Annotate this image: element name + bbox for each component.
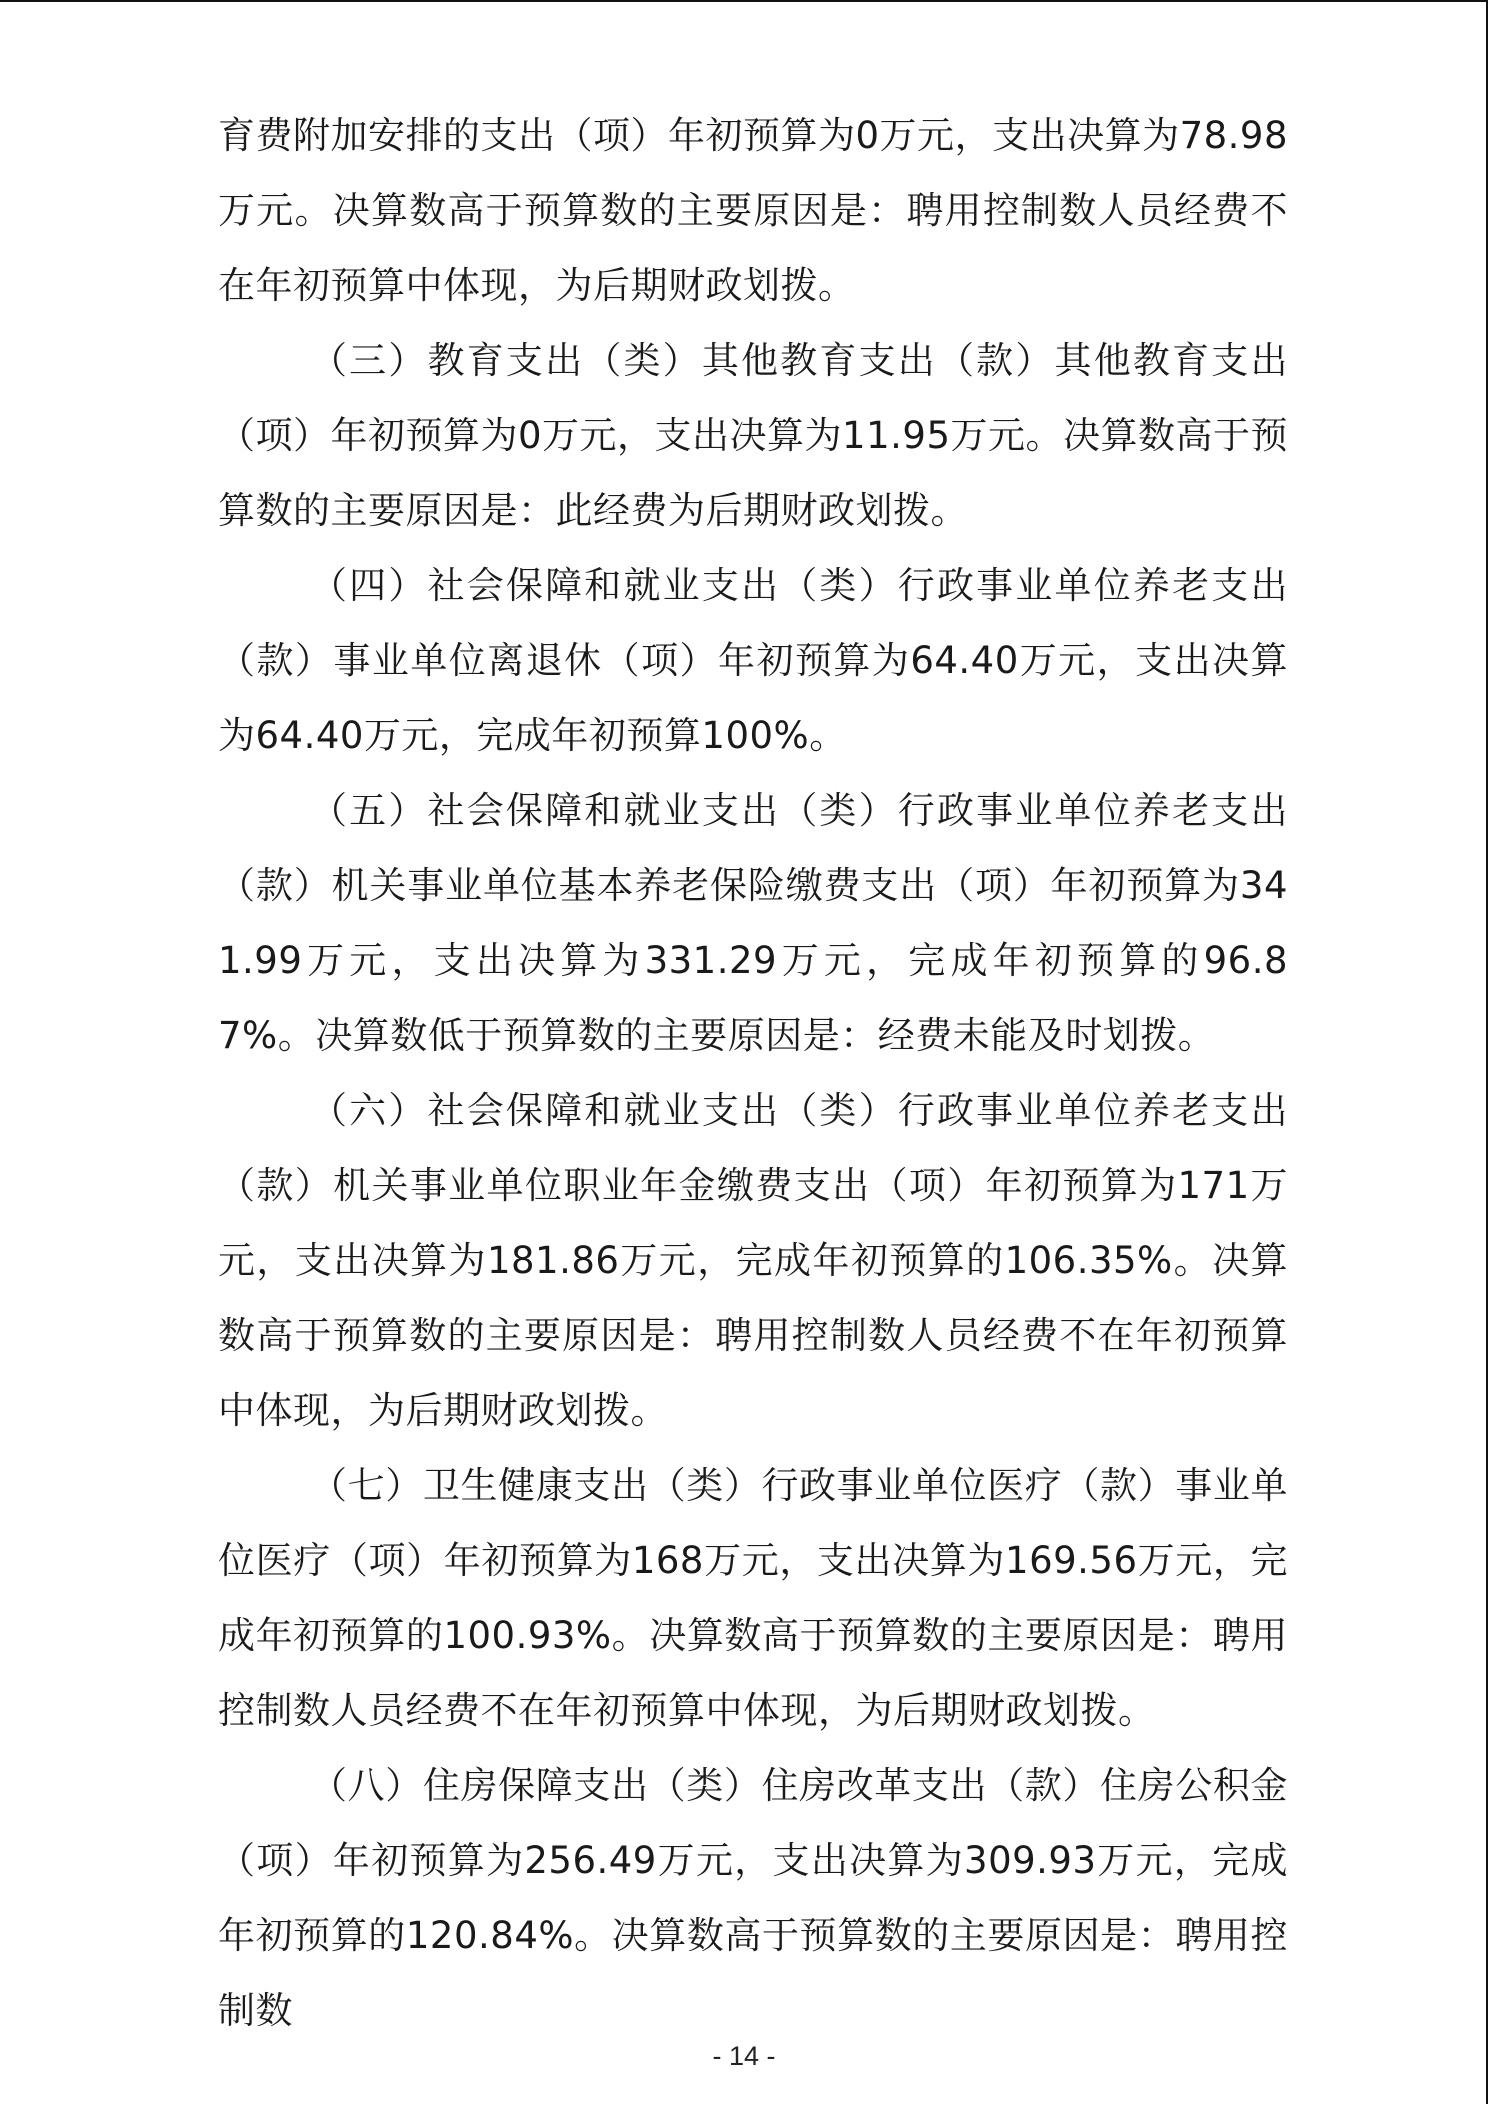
paragraph-item-4: （四）社会保障和就业支出（类）行政事业单位养老支出（款）事业单位离退休（项）年初预算为64.40万元，支出决算为64.40万元，完成年初预算100%。 xyxy=(218,564,1288,757)
paragraph-item-8: （八）住房保障支出（类）住房改革支出（款）住房公积金（项）年初预算为256.49万元，支出决算为309.93万元，完成年初预算的120.84%。决算数高于预算数的主要原因是：聘用控制数 xyxy=(218,1764,1288,2032)
paragraph-continuation: 育费附加安排的支出（项）年初预算为0万元，支出决算为78.98万元。决算数高于预算数的主要原因是：聘用控制数人员经费不在年初预算中体现，为后期财政划拨。 xyxy=(218,114,1288,307)
paragraph-item-5: （五）社会保障和就业支出（类）行政事业单位养老支出（款）机关事业单位基本养老保险缴费支出（项）年初预算为341.99万元，支出决算为331.29万元，完成年初预算的96.87%。决算数低于预算数的主要原因是：经费未能及时划拨。 xyxy=(218,789,1288,1057)
page-number: - 14 - xyxy=(712,2041,776,2071)
paragraph-item-6: （六）社会保障和就业支出（类）行政事业单位养老支出（款）机关事业单位职业年金缴费支出（项）年初预算为171万元，支出决算为181.86万元，完成年初预算的106.35%。决算数高于预算数的主要原因是：聘用控制数人员经费不在年初预算中体现，为后期财政划拨。 xyxy=(218,1089,1288,1432)
paragraph-item-7: （七）卫生健康支出（类）行政事业单位医疗（款）事业单位医疗（项）年初预算为168万元，支出决算为169.56万元，完成年初预算的100.93%。决算数高于预算数的主要原因是：聘用控制数人员经费不在年初预算中体现，为后期财政划拨。 xyxy=(218,1464,1288,1732)
document-body xyxy=(218,98,1288,2048)
paragraph-item-3: （三）教育支出（类）其他教育支出（款）其他教育支出（项）年初预算为0万元，支出决算为11.95万元。决算数高于预算数的主要原因是：此经费为后期财政划拨。 xyxy=(218,339,1288,532)
